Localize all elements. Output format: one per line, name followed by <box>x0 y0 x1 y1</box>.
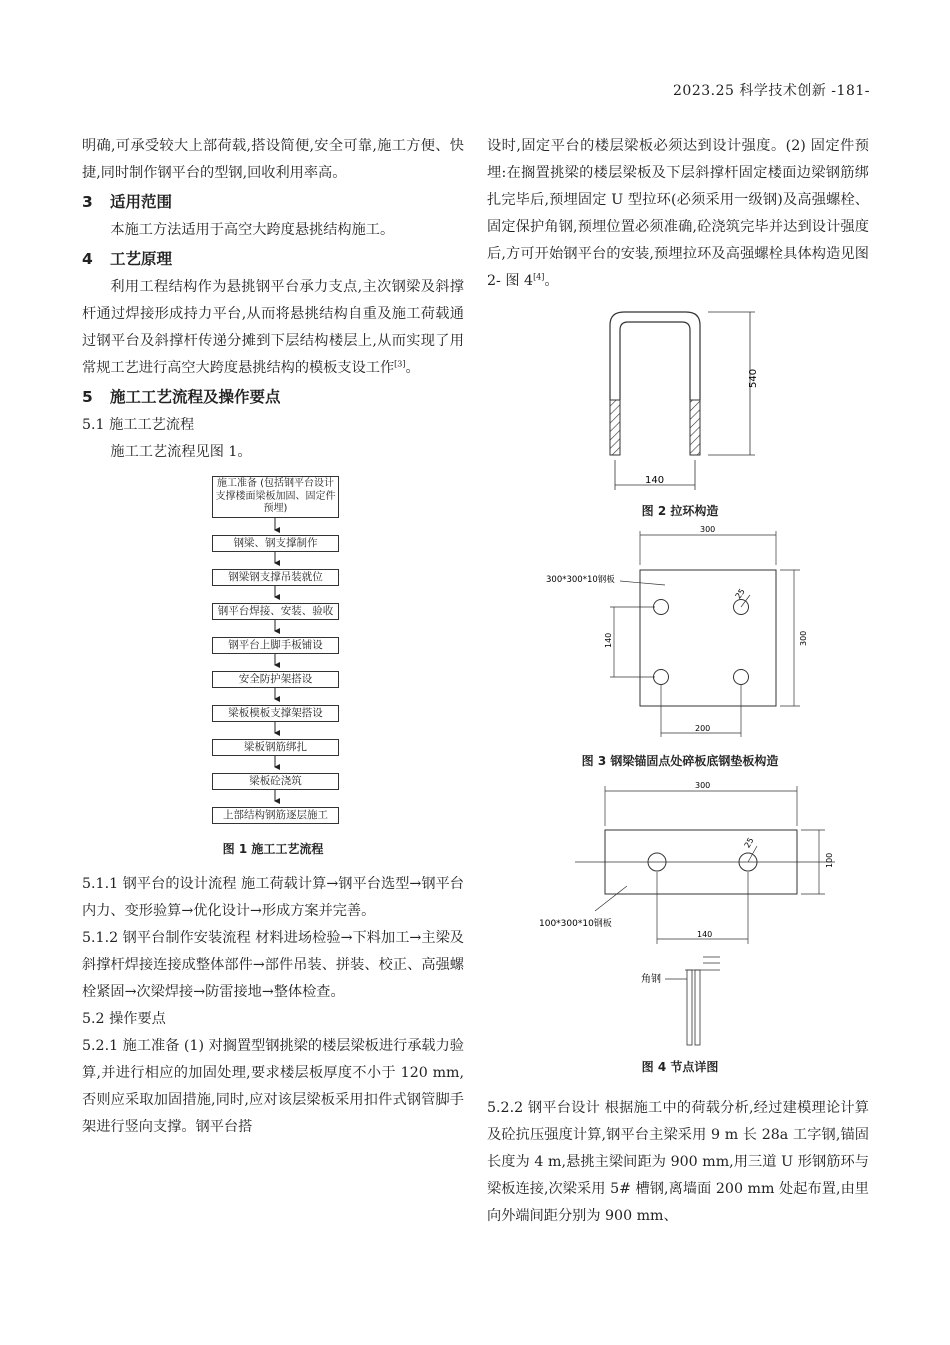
figure-1-flowchart <box>82 472 464 832</box>
right-top-body: 设时,固定平台的楼层梁板必须达到设计强度。(2) 固定件预埋:在搁置挑梁的楼层梁板及下层斜撑杆固定楼面边梁钢筋绑扎完毕后,预埋固定 U 型拉环(必须采用一级钢)及高强螺栓、固定保护角钢,预埋位置必须准确,砼浇筑完毕并达到设计强度后,方可开始钢平台的安装,预埋拉环及高强螺栓具体构造见图 2- 图 4 <box>487 138 869 289</box>
flow-step: 施工准备 (包括钢平台设计支撑楼面梁板加固、固定件预埋) <box>212 476 339 518</box>
fig4-dim-right: 100 <box>825 852 834 868</box>
flow-step: 梁板钢筋绑扎 <box>212 739 339 756</box>
figure-2-caption: 图 2 拉环构造 <box>641 504 719 518</box>
flow-step: 安全防护架搭设 <box>212 671 339 688</box>
flow-step: 钢梁、钢支撑制作 <box>212 535 339 552</box>
u-ring-inner <box>620 322 690 400</box>
flow-step: 钢平台上脚手板铺设 <box>212 637 339 654</box>
thread-left <box>610 400 620 455</box>
fig3-dim-top: 300 <box>700 525 716 534</box>
fig4-dim-bottom: 140 <box>697 930 713 939</box>
fig2-dim-140: 140 <box>645 475 665 486</box>
flow-step: 梁板模板支撑架搭设 <box>212 705 339 722</box>
section-5-title: 施工工艺流程及操作要点 <box>110 388 281 406</box>
thread-right <box>690 400 700 455</box>
flow-step: 上部结构钢筋逐层施工 <box>212 807 339 824</box>
fig3-dim-right: 300 <box>799 630 808 646</box>
citation-3: [3] <box>394 359 406 369</box>
citation-4: [4] <box>533 272 545 282</box>
section-5-number: 5 <box>82 388 93 406</box>
section-4-end: 。 <box>405 360 420 376</box>
right-top-paragraph <box>487 133 869 295</box>
fig4-angle-label: 角钢 <box>641 974 661 985</box>
fig3-dim-left: 140 <box>604 632 613 648</box>
para-5-1-2: 5.1.2 钢平台制作安装流程 材料进场检验→下料加工→主梁及斜撑杆焊接连接成整体部件→部件吊装、拼装、校正、高强螺栓紧固→次梁焊接→防雷接地→整体检查。 <box>82 930 464 1000</box>
figure-1-caption: 图 1 施工工艺流程 <box>222 842 324 856</box>
intro-paragraph: 明确,可承受较大上部荷载,搭设简便,安全可靠,施工方便、快捷,同时制作钢平台的型钢,回收利用率高。 <box>82 138 464 181</box>
bolt-rod <box>695 970 700 1045</box>
figure-3-caption: 图 3 钢梁锚固点处碎板底钢垫板构造 <box>581 754 779 768</box>
section-4-title: 工艺原理 <box>110 250 173 268</box>
figure-2-u-ring <box>580 300 780 500</box>
right-column <box>487 133 869 295</box>
fig3-plate-label: 300*300*10钢板 <box>546 575 615 585</box>
para-5-2-2: 5.2.2 钢平台设计 根据施工中的荷载分析,经过建模理论计算及砼抗压强度计算,钢平台主梁采用 9 m 长 28a 工字钢,锚固长度为 4 m,悬挑主梁间距为 900 mm,用三道 U 形钢筋环与梁板连接,次梁采用 5# 槽钢,离墙面 200 mm 处起布置,由里向外端间距分别为 900 mm、 <box>487 1100 869 1224</box>
section-4-number: 4 <box>82 250 93 268</box>
fig3-dim-bottom: 200 <box>695 724 711 733</box>
section-3-number: 3 <box>82 193 93 211</box>
bolt-hole <box>734 670 749 685</box>
bolt-hole <box>654 670 669 685</box>
para-5-2-1: 5.2.1 施工准备 (1) 对搁置型钢挑梁的楼层梁板进行承载力验算,并进行相应的加固处理,要求楼层板厚度不小于 120 mm,否则应采取加固措施,同时,应对该层梁板采用扣件式钢管脚手架进行竖向支撑。钢平台搭 <box>82 1038 464 1135</box>
section-3-title: 适用范围 <box>110 193 173 211</box>
figure-4-node-detail <box>535 776 855 1046</box>
flow-step: 梁板砼浇筑 <box>212 773 339 790</box>
subsection-5-1-text: 施工工艺流程见图 1。 <box>110 444 252 460</box>
section-3-text: 本施工方法适用于高空大跨度悬挑结构施工。 <box>110 222 395 238</box>
steel-plate <box>640 570 776 706</box>
section-4-text <box>82 274 464 382</box>
figure-3-plate <box>540 525 840 740</box>
figure-4-caption: 图 4 节点详图 <box>641 1060 719 1074</box>
angle-steel <box>687 970 692 1045</box>
u-ring-outer <box>610 312 700 400</box>
flow-step: 钢梁钢支撑吊装就位 <box>212 569 339 586</box>
fig4-dim-top: 300 <box>695 781 711 790</box>
fig4-plate-label: 100*300*10钢板 <box>539 919 612 929</box>
section-5-heading <box>82 382 464 412</box>
section-4-heading <box>82 244 464 274</box>
right-top-end: 。 <box>544 273 559 289</box>
bolt-hole <box>654 600 669 615</box>
flow-step: 钢平台焊接、安装、验收 <box>212 603 339 620</box>
section-3-heading <box>82 187 464 217</box>
section-4-body: 利用工程结构作为悬挑钢平台承力支点,主次钢梁及斜撑杆通过焊接形成持力平台,从而将悬挑结构自重及施工荷载通过钢平台及斜撑杆传递分摊到下层结构楼层上,从而实现了用常规工艺进行高空大跨度悬挑结构的模板支设工作 <box>82 279 464 376</box>
fig2-dim-540: 540 <box>748 368 759 388</box>
left-column <box>82 133 464 1141</box>
fig4-dim-dia: 25 <box>742 836 756 850</box>
subsection-5-1-heading: 5.1 施工工艺流程 <box>82 417 195 433</box>
fig3-dim-dia: 25 <box>733 587 747 601</box>
para-5-1-1: 5.1.1 钢平台的设计流程 施工荷载计算→钢平台选型→钢平台内力、变形验算→优化设计→形成方案并完善。 <box>82 876 464 919</box>
page-header: 2023.25 科学技术创新 -181- <box>673 83 870 99</box>
right-bottom-column <box>487 1095 869 1230</box>
subsection-5-2-heading: 5.2 操作要点 <box>82 1011 166 1027</box>
